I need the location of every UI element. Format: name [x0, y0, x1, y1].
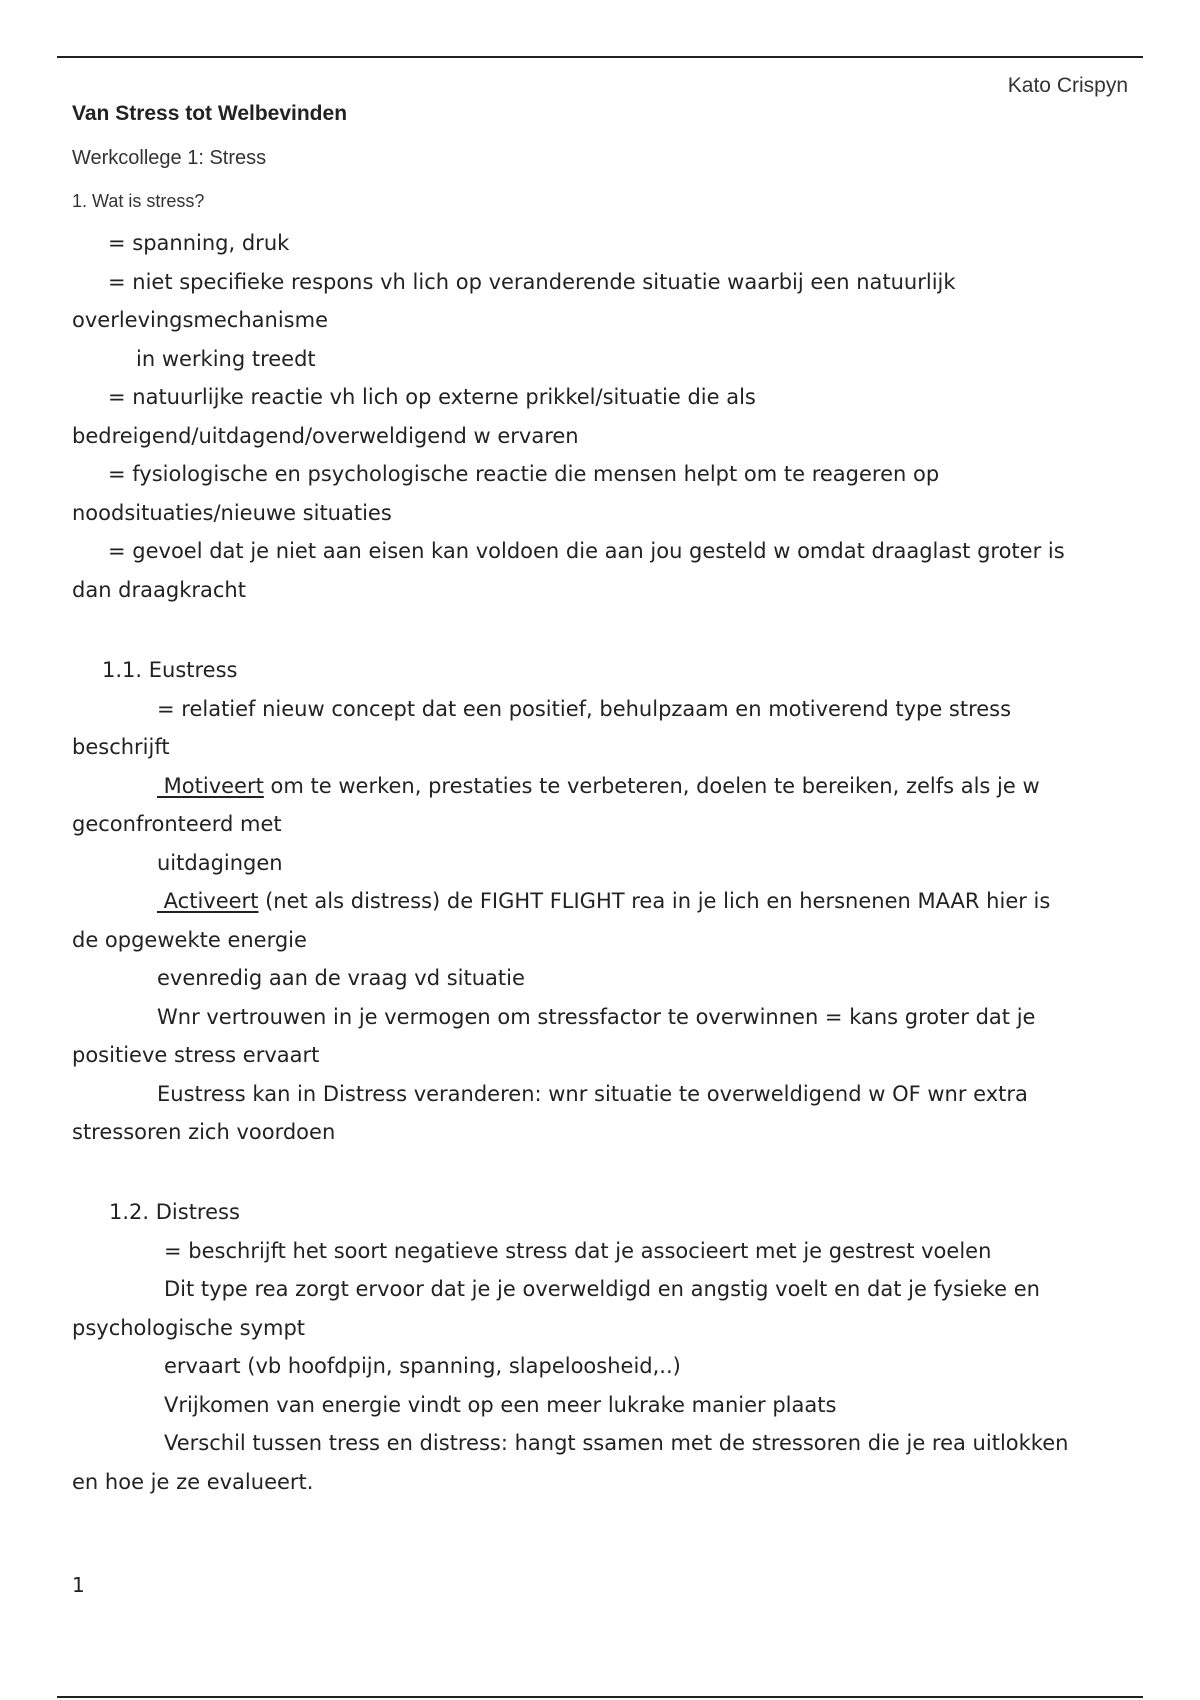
- underlined-term: Motiveert: [157, 773, 264, 798]
- text-line: = gevoel dat je niet aan eisen kan voldoen die aan jou gesteld w omdat draaglast groter is: [108, 539, 1065, 563]
- subsection-heading-distress: 1.2. Distress: [109, 1200, 240, 1224]
- text-line: dan draagkracht: [72, 577, 246, 602]
- text-line: Wnr vertrouwen in je vermogen om stressfactor te overwinnen = kans groter dat je: [157, 1004, 1036, 1029]
- text-line: [72, 882, 1128, 921]
- text-line: evenredig aan de vraag vd situatie: [157, 966, 525, 990]
- text-line: beschrijft: [72, 735, 170, 759]
- subsection-heading-eustress: 1.1. Eustress: [102, 658, 238, 682]
- text-line: = niet specifieke respons vh lich op veranderende situatie waarbij een natuurlijk: [108, 269, 956, 294]
- text-line: [72, 767, 1128, 806]
- text-line: = beschrijft het soort negatieve stress dat je associeert met je gestrest voelen: [164, 1238, 992, 1263]
- text-line: uitdagingen: [157, 850, 283, 875]
- document-subtitle: Werkcollege 1: Stress: [72, 147, 267, 169]
- text-line: noodsituaties/nieuwe situaties: [72, 500, 392, 525]
- author-name: Kato Crispyn: [1007, 74, 1128, 97]
- text-line: en hoe je ze evalueert.: [72, 1469, 314, 1494]
- section-wat-is-stress: [72, 224, 1128, 609]
- text-line: Vrijkomen van energie vindt op een meer lukrake manier plaats: [164, 1392, 837, 1417]
- underlined-term: Activeert: [157, 889, 259, 913]
- text-line: de opgewekte energie: [72, 927, 307, 952]
- page-number: 1: [72, 1573, 85, 1597]
- text-fragment: om te werken, prestaties te verbeteren, doelen te bereiken, zelfs als je w: [263, 773, 1040, 798]
- top-rule: [57, 56, 1143, 58]
- text-line: = relatief nieuw concept dat een positief, behulpzaam en motiverend type stress: [157, 696, 1012, 721]
- text-fragment: (net als distress) de FIGHT FLIGHT rea in je lich en hersnenen MAAR hier is: [258, 889, 1051, 913]
- text-line: = spanning, druk: [108, 231, 290, 255]
- text-line: Verschil tussen tress en distress: hangt ssamen met de stressoren die je rea uitlokken: [164, 1431, 1069, 1455]
- document-title: Van Stress tot Welbevinden: [72, 102, 348, 125]
- section-heading-wat-is-stress: 1. Wat is stress?: [72, 191, 205, 211]
- text-line: ervaart (vb hoofdpijn, spanning, slapeloosheid,..): [164, 1354, 681, 1378]
- text-line: = fysiologische en psychologische reactie die mensen helpt om te reageren op: [108, 462, 940, 486]
- text-line: positieve stress ervaart: [72, 1043, 320, 1067]
- text-line: bedreigend/uitdagend/overweldigend w ervaren: [72, 423, 579, 448]
- text-line: Eustress kan in Distress veranderen: wnr situatie te overweldigend w OF wnr extra: [157, 1081, 1028, 1106]
- text-line: Dit type rea zorgt ervoor dat je je overweldigd en angstig voelt en dat je fysieke en: [164, 1277, 1040, 1301]
- text-line: stressoren zich voordoen: [72, 1120, 336, 1144]
- text-line: in werking treedt: [136, 346, 316, 371]
- text-line: = natuurlijke reactie vh lich op externe prikkel/situatie die als: [108, 385, 756, 409]
- bottom-rule: [57, 1696, 1143, 1698]
- text-line: overlevingsmechanisme: [72, 308, 328, 332]
- section-eustress: [72, 651, 1128, 1152]
- text-line: psychologische sympt: [72, 1315, 306, 1340]
- section-distress: [72, 1193, 1128, 1501]
- text-line: geconfronteerd met: [72, 812, 282, 836]
